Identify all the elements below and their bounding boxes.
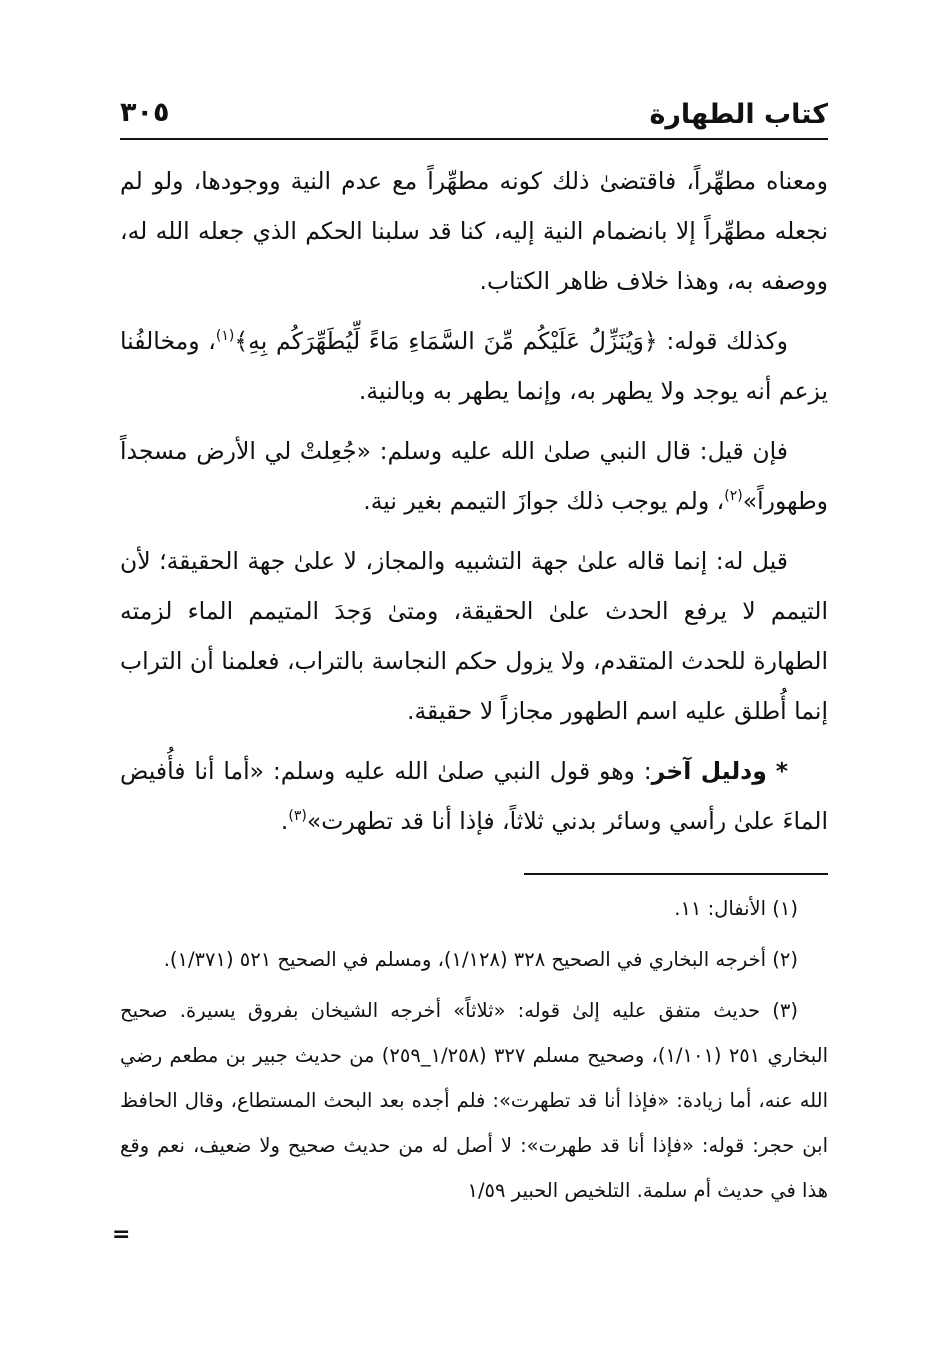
book-title: كتاب الطهارة: [649, 99, 828, 130]
paragraph-3-rest: ، ولم يوجب ذلك جوازَ التيمم بغير نية.: [363, 487, 725, 515]
paragraph-2-intro: وكذلك قوله:: [657, 327, 788, 355]
footnote-3: (٣) حديث متفق عليه إلىٰ قوله: «ثلاثاً» أخرجه الشيخان بفروق يسيرة. صحيح البخاري ٢٥١ (١/١٠١)، وصحيح مسلم ٣٢٧ (١/٢٥٨_٢٥٩) من حديث جبير بن مطعم رضي الله عنه، أما زيادة: «فإذا أنا قد تطهرت»: فلم أجده بعد البحث المستطاع، وقال الحافظ ابن حجر: قوله: «فإذا أنا قد طهرت»: لا أصل له من حديث صحيح ولا ضعيف، نعم وقع هذا في حديث أم سلمة. التلخيص الحبير ١/٥٩: [120, 999, 828, 1202]
footnote-ref-3: (٣): [288, 808, 307, 825]
paragraph-4: قيل له: إنما قاله علىٰ جهة التشبيه والمجاز، لا علىٰ جهة الحقيقة؛ لأن التيمم لا يرفع الحدث علىٰ الحقيقة، ومتىٰ وَجدَ المتيمم الماء لزمته الطهارة للحدث المتقدم، ولا يزول حكم النجاسة بالتراب، فعلمنا أن التراب إنما أُطلق عليه اسم الطهور مجازاً لا حقيقة.: [120, 547, 828, 725]
page-header: [120, 92, 828, 136]
paragraph-2: [120, 316, 828, 416]
page-number: ٣٠٥: [120, 97, 170, 128]
footnote-1: (١) الأنفال: ١١.: [674, 897, 798, 920]
paragraph-5-text: : وهو قول النبي صلىٰ الله عليه وسلم: «أما أنا فأُفيض الماءَ علىٰ رأسي وسائر بدني ثلاثاً، فإذا أنا قد تطهرت»: [120, 757, 828, 835]
footnote-continuation-mark: =: [112, 1222, 131, 1247]
star-bullet: *: [775, 757, 788, 785]
footnotes: [120, 886, 828, 1219]
footnote-ref-2: (٢): [724, 488, 743, 505]
paragraph-5: [120, 746, 828, 846]
footnote-ref-1: (١): [215, 328, 235, 345]
footnote-2: (٢) أخرجه البخاري في الصحيح ٣٢٨ (١/١٢٨)، ومسلم في الصحيح ٥٢١ (١/٣٧١).: [163, 948, 798, 971]
paragraph-5-end: .: [280, 807, 289, 835]
inline-heading: ودليل آخر: [651, 757, 767, 785]
paragraph-2-rest: ، ومخالفُنا يزعم أنه يوجد ولا يطهر به، وإنما يطهر به وبالنية.: [120, 327, 828, 405]
paragraph-1: ومعناه مطهِّراً، فاقتضىٰ ذلك كونه مطهِّراً مع عدم النية ووجودها، ولو لم نجعله مطهِّراً إلا بانضمام النية إليه، كنا قد سلبنا الحكم الذي جعله الله له، ووصفه به، وهذا خلاف ظاهر الكتاب.: [120, 167, 828, 295]
quran-verse: ﴿وَيُنَزِّلُ عَلَيْكُم مِّنَ السَّمَاءِ مَاءً لِّيُطَهِّرَكُم بِهِ﴾: [234, 327, 658, 355]
footnote-divider: [524, 873, 828, 875]
main-text: [120, 156, 828, 856]
paragraph-3-text: فإن قيل: قال النبي صلىٰ الله عليه وسلم: «جُعِلتْ لي الأرض مسجداً وطهوراً»: [120, 437, 828, 515]
paragraph-3: [120, 426, 828, 526]
header-divider: [120, 138, 828, 140]
